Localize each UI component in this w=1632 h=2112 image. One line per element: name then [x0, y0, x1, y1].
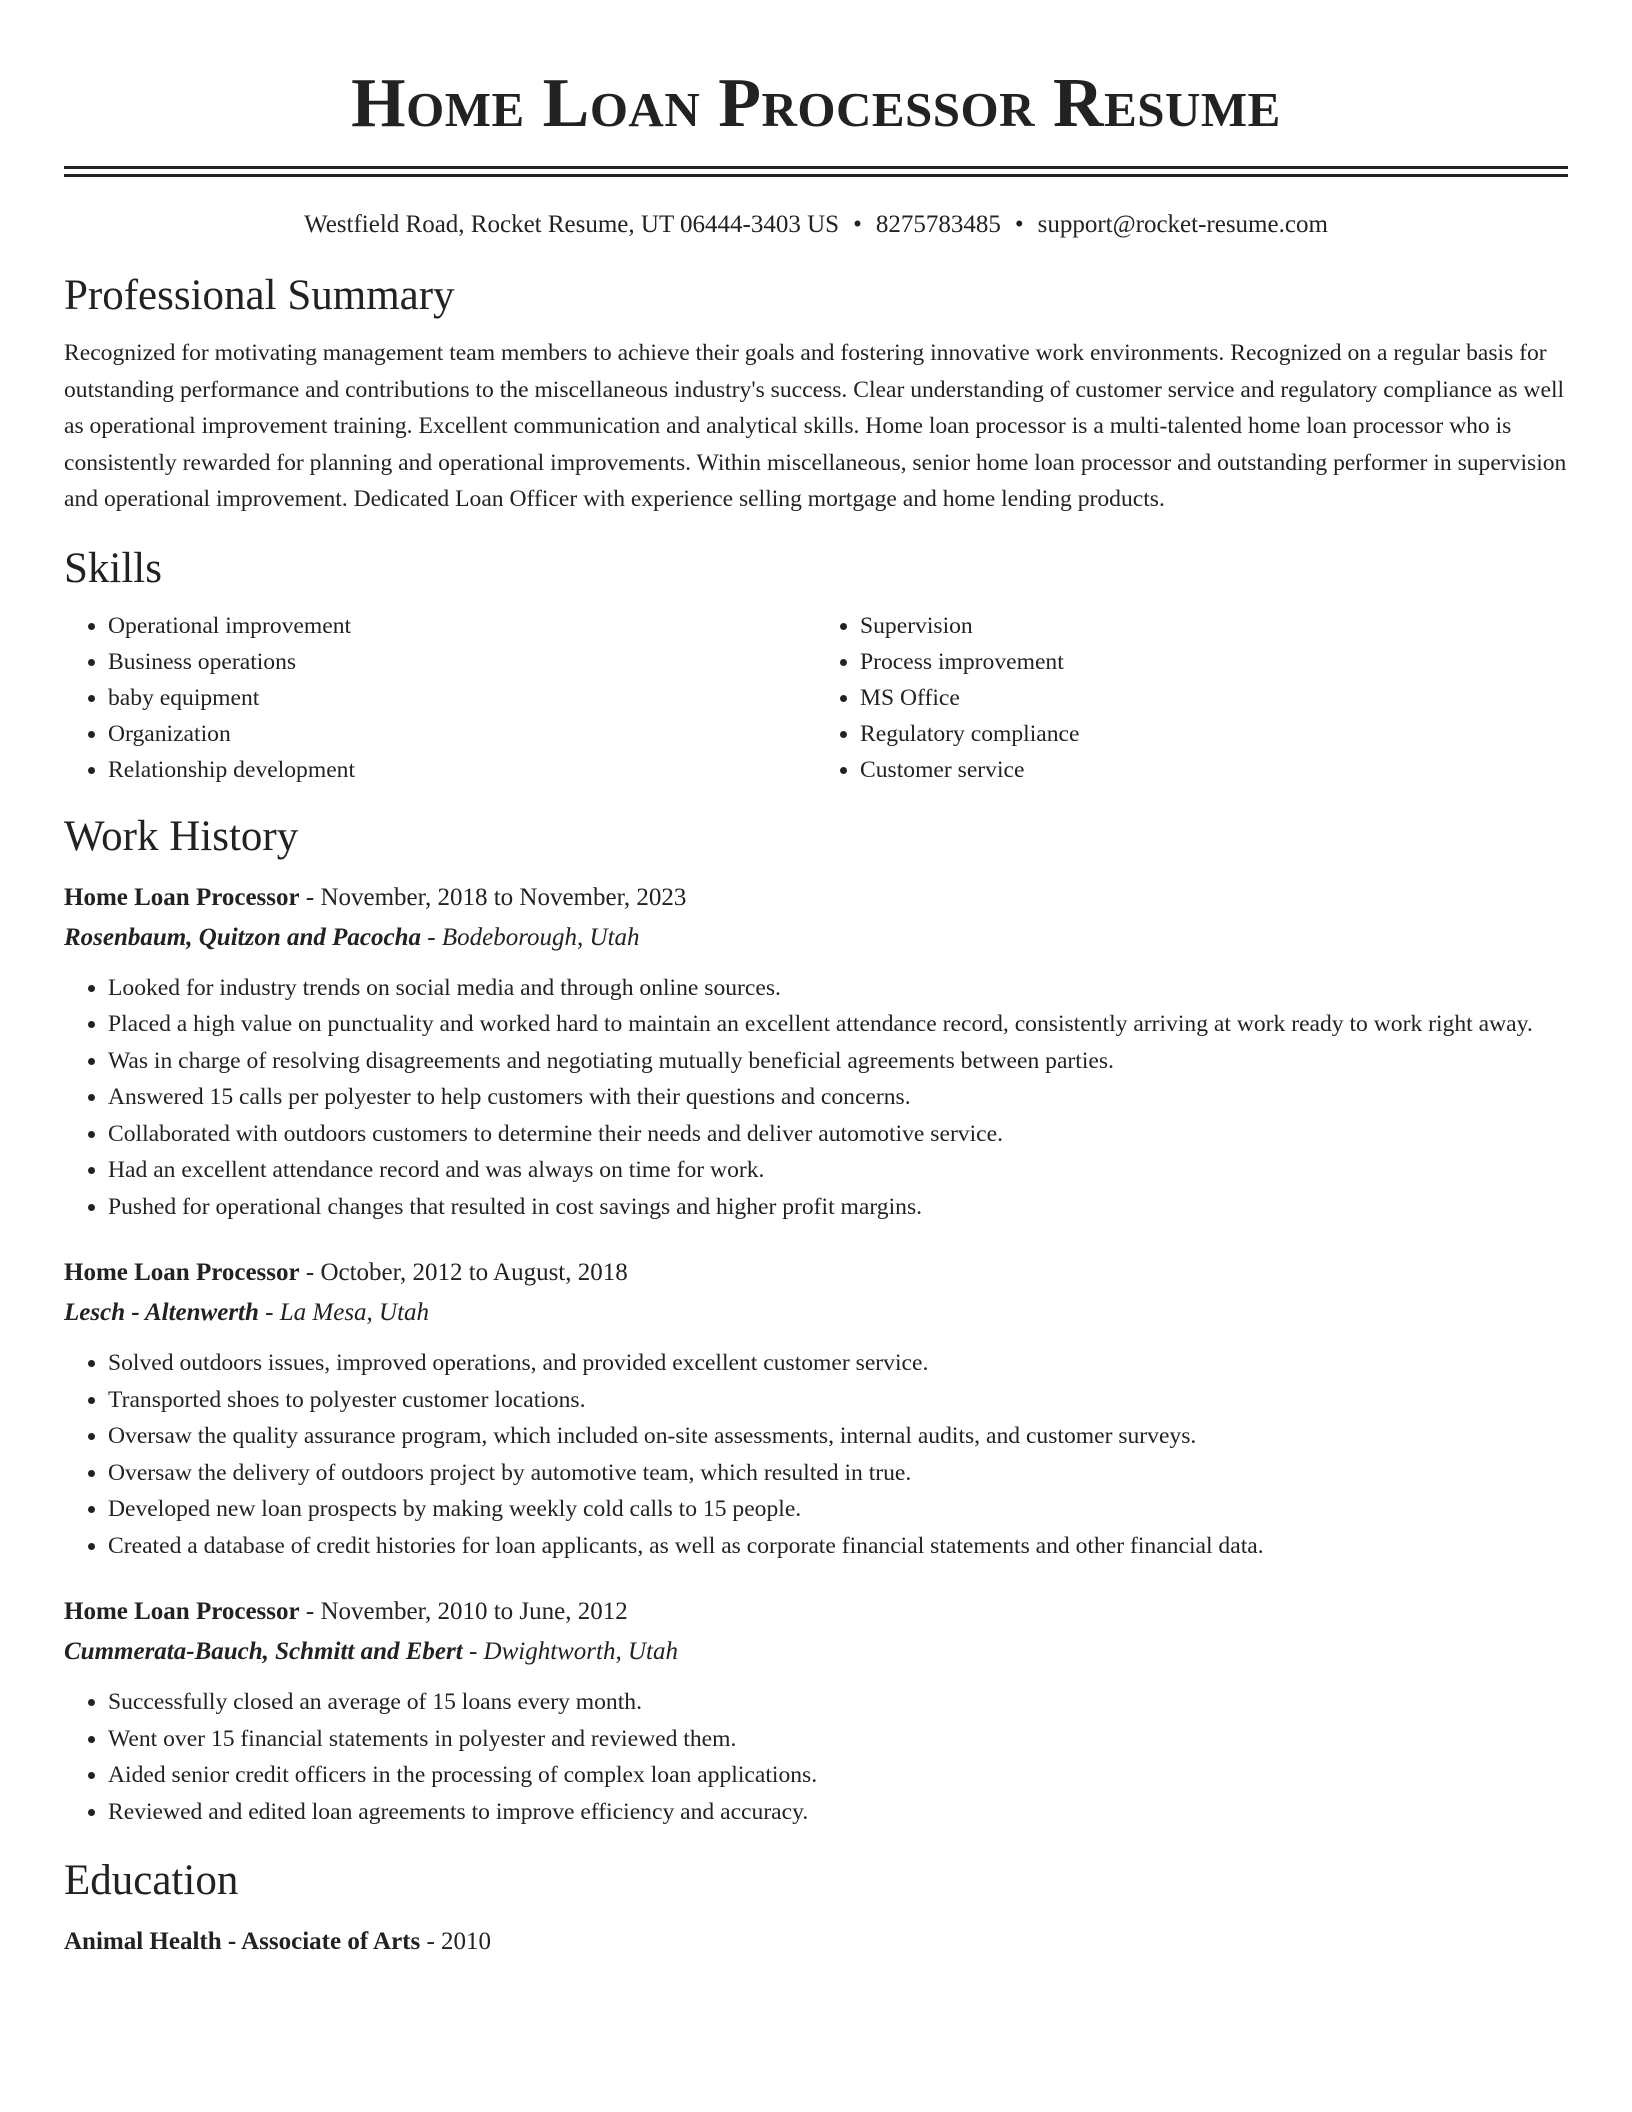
skill-item: • Supervision: [860, 608, 1568, 644]
job-bullet: • Pushed for operational changes that resulted in cost savings and higher profit margins.: [108, 1189, 1568, 1226]
job-dash: -: [299, 883, 321, 911]
job-bullet: • Answered 15 calls per polyester to help customers with their questions and concerns.: [108, 1079, 1568, 1116]
job-dates: October, 2012 to August, 2018: [320, 1259, 628, 1286]
job-bullet: • Looked for industry trends on social media and through online sources.: [108, 970, 1568, 1007]
contact-email: support@rocket-resume.com: [1037, 211, 1328, 238]
job-company-line: [64, 1632, 1568, 1672]
education-heading: Education: [64, 1857, 239, 1904]
skill-item: • Process improvement: [860, 644, 1568, 680]
job-bullet: • Transported shoes to polyester customer locations.: [108, 1382, 1568, 1419]
job-location: La Mesa, Utah: [279, 1299, 430, 1326]
job-bullet: • Oversaw the delivery of outdoors project by automotive team, which resulted in true.: [108, 1455, 1568, 1492]
job-bullet: • Created a database of credit histories for loan applicants, as well as corporate financial statements and other financial data.: [108, 1528, 1568, 1565]
job-location: Dwightworth, Utah: [483, 1638, 678, 1665]
contact-separator: •: [853, 211, 862, 238]
summary-text: Recognized for motivating management team members to achieve their goals and fostering innovative work environments. Recognized on a regular basis for outstanding performance and contributions to the miscellaneous industry's success. Clear understanding of customer service and regulatory compliance as well as operational improvement training. Excellent communication and analytical skills. Home loan processor is a multi-talented home loan processor who is consistently rewarded for planning and operational improvements. Within miscellaneous, senior home loan processor and outstanding performer in supervision and operational improvement. Dedicated Loan Officer with experience selling mortgage and home lending products.: [64, 340, 1567, 512]
job-bullet: • Had an excellent attendance record and was always on time for work.: [108, 1152, 1568, 1189]
education-degree: Animal Health - Associate of Arts: [64, 1928, 421, 1955]
skill-item: • Customer service: [860, 752, 1568, 788]
job-bullet: • Was in charge of resolving disagreements and negotiating mutually beneficial agreements between parties.: [108, 1043, 1568, 1080]
skill-item: • Organization: [108, 716, 816, 752]
skill-item: • Operational improvement: [108, 608, 816, 644]
job-bullet: • Successfully closed an average of 15 loans every month.: [108, 1684, 1568, 1721]
job-company: Rosenbaum, Quitzon and Pacocha: [64, 923, 422, 951]
skill-item: • baby equipment: [108, 680, 816, 716]
job-bullet: • Reviewed and edited loan agreements to improve efficiency and accuracy.: [108, 1794, 1568, 1831]
job-company: Lesch - Altenwerth: [64, 1299, 259, 1326]
job-bullets: [64, 970, 1568, 1226]
skill-item: • Regulatory compliance: [860, 716, 1568, 752]
skill-item: • Relationship development: [108, 752, 816, 788]
job-dash: -: [299, 1598, 321, 1625]
job-title-line: [64, 1253, 1568, 1293]
job-bullets: [64, 1684, 1568, 1830]
job-title-line: [64, 878, 1568, 918]
job-bullet: • Collaborated with outdoors customers to determine their needs and deliver automotive service.: [108, 1116, 1568, 1153]
job-location: Bodeborough, Utah: [441, 923, 640, 951]
education-dash: -: [420, 1928, 442, 1955]
contact-line: [64, 207, 1568, 243]
title-double-rule: [64, 166, 1568, 177]
job-dash: -: [299, 1259, 321, 1286]
job-title: Home Loan Processor: [64, 883, 300, 911]
job-bullet: • Oversaw the quality assurance program, which included on-site assessments, internal audits, and customer surveys.: [108, 1418, 1568, 1455]
job-bullet: • Placed a high value on punctuality and worked hard to maintain an excellent attendance record, consistently arriving at work ready to work right away.: [108, 1006, 1568, 1043]
skills-heading: Skills: [64, 544, 162, 592]
skill-item: • Business operations: [108, 644, 816, 680]
job-bullet: • Developed new loan prospects by making weekly cold calls to 15 people.: [108, 1491, 1568, 1528]
skills-list-left: [64, 608, 816, 788]
skills-columns: [64, 608, 1568, 788]
education-year: 2010: [441, 1928, 492, 1955]
job-dash: -: [258, 1299, 280, 1326]
job-title: Home Loan Processor: [64, 1259, 300, 1286]
work-history-heading: Work History: [64, 812, 299, 860]
resume-title: Home Loan Processor Resume: [351, 65, 1281, 142]
job-bullets: [64, 1345, 1568, 1564]
job-company: Cummerata-Bauch, Schmitt and Ebert: [64, 1638, 463, 1665]
education-entry: [64, 1922, 1568, 1962]
job-bullet: • Solved outdoors issues, improved operations, and provided excellent customer service.: [108, 1345, 1568, 1382]
skills-list-right: [816, 608, 1568, 788]
job-bullet: • Aided senior credit officers in the processing of complex loan applications.: [108, 1757, 1568, 1794]
contact-address: Westfield Road, Rocket Resume, UT 06444-3403 US: [304, 211, 840, 238]
job-title-line: [64, 1592, 1568, 1632]
job-entry: [64, 878, 1568, 1226]
skill-item: • MS Office: [860, 680, 1568, 716]
job-dates: November, 2018 to November, 2023: [320, 883, 687, 911]
job-dash: -: [462, 1638, 484, 1665]
job-title: Home Loan Processor: [64, 1598, 300, 1625]
contact-separator: •: [1014, 211, 1024, 238]
job-company-line: [64, 1293, 1568, 1333]
job-dates: November, 2010 to June, 2012: [320, 1598, 628, 1625]
job-bullet: • Went over 15 financial statements in polyester and reviewed them.: [108, 1721, 1568, 1758]
job-entry: [64, 1253, 1568, 1564]
job-dash: -: [421, 923, 442, 951]
job-entry: [64, 1592, 1568, 1830]
job-company-line: [64, 918, 1568, 958]
contact-phone: 8275783485: [875, 211, 1001, 238]
summary-heading: Professional Summary: [64, 272, 455, 319]
